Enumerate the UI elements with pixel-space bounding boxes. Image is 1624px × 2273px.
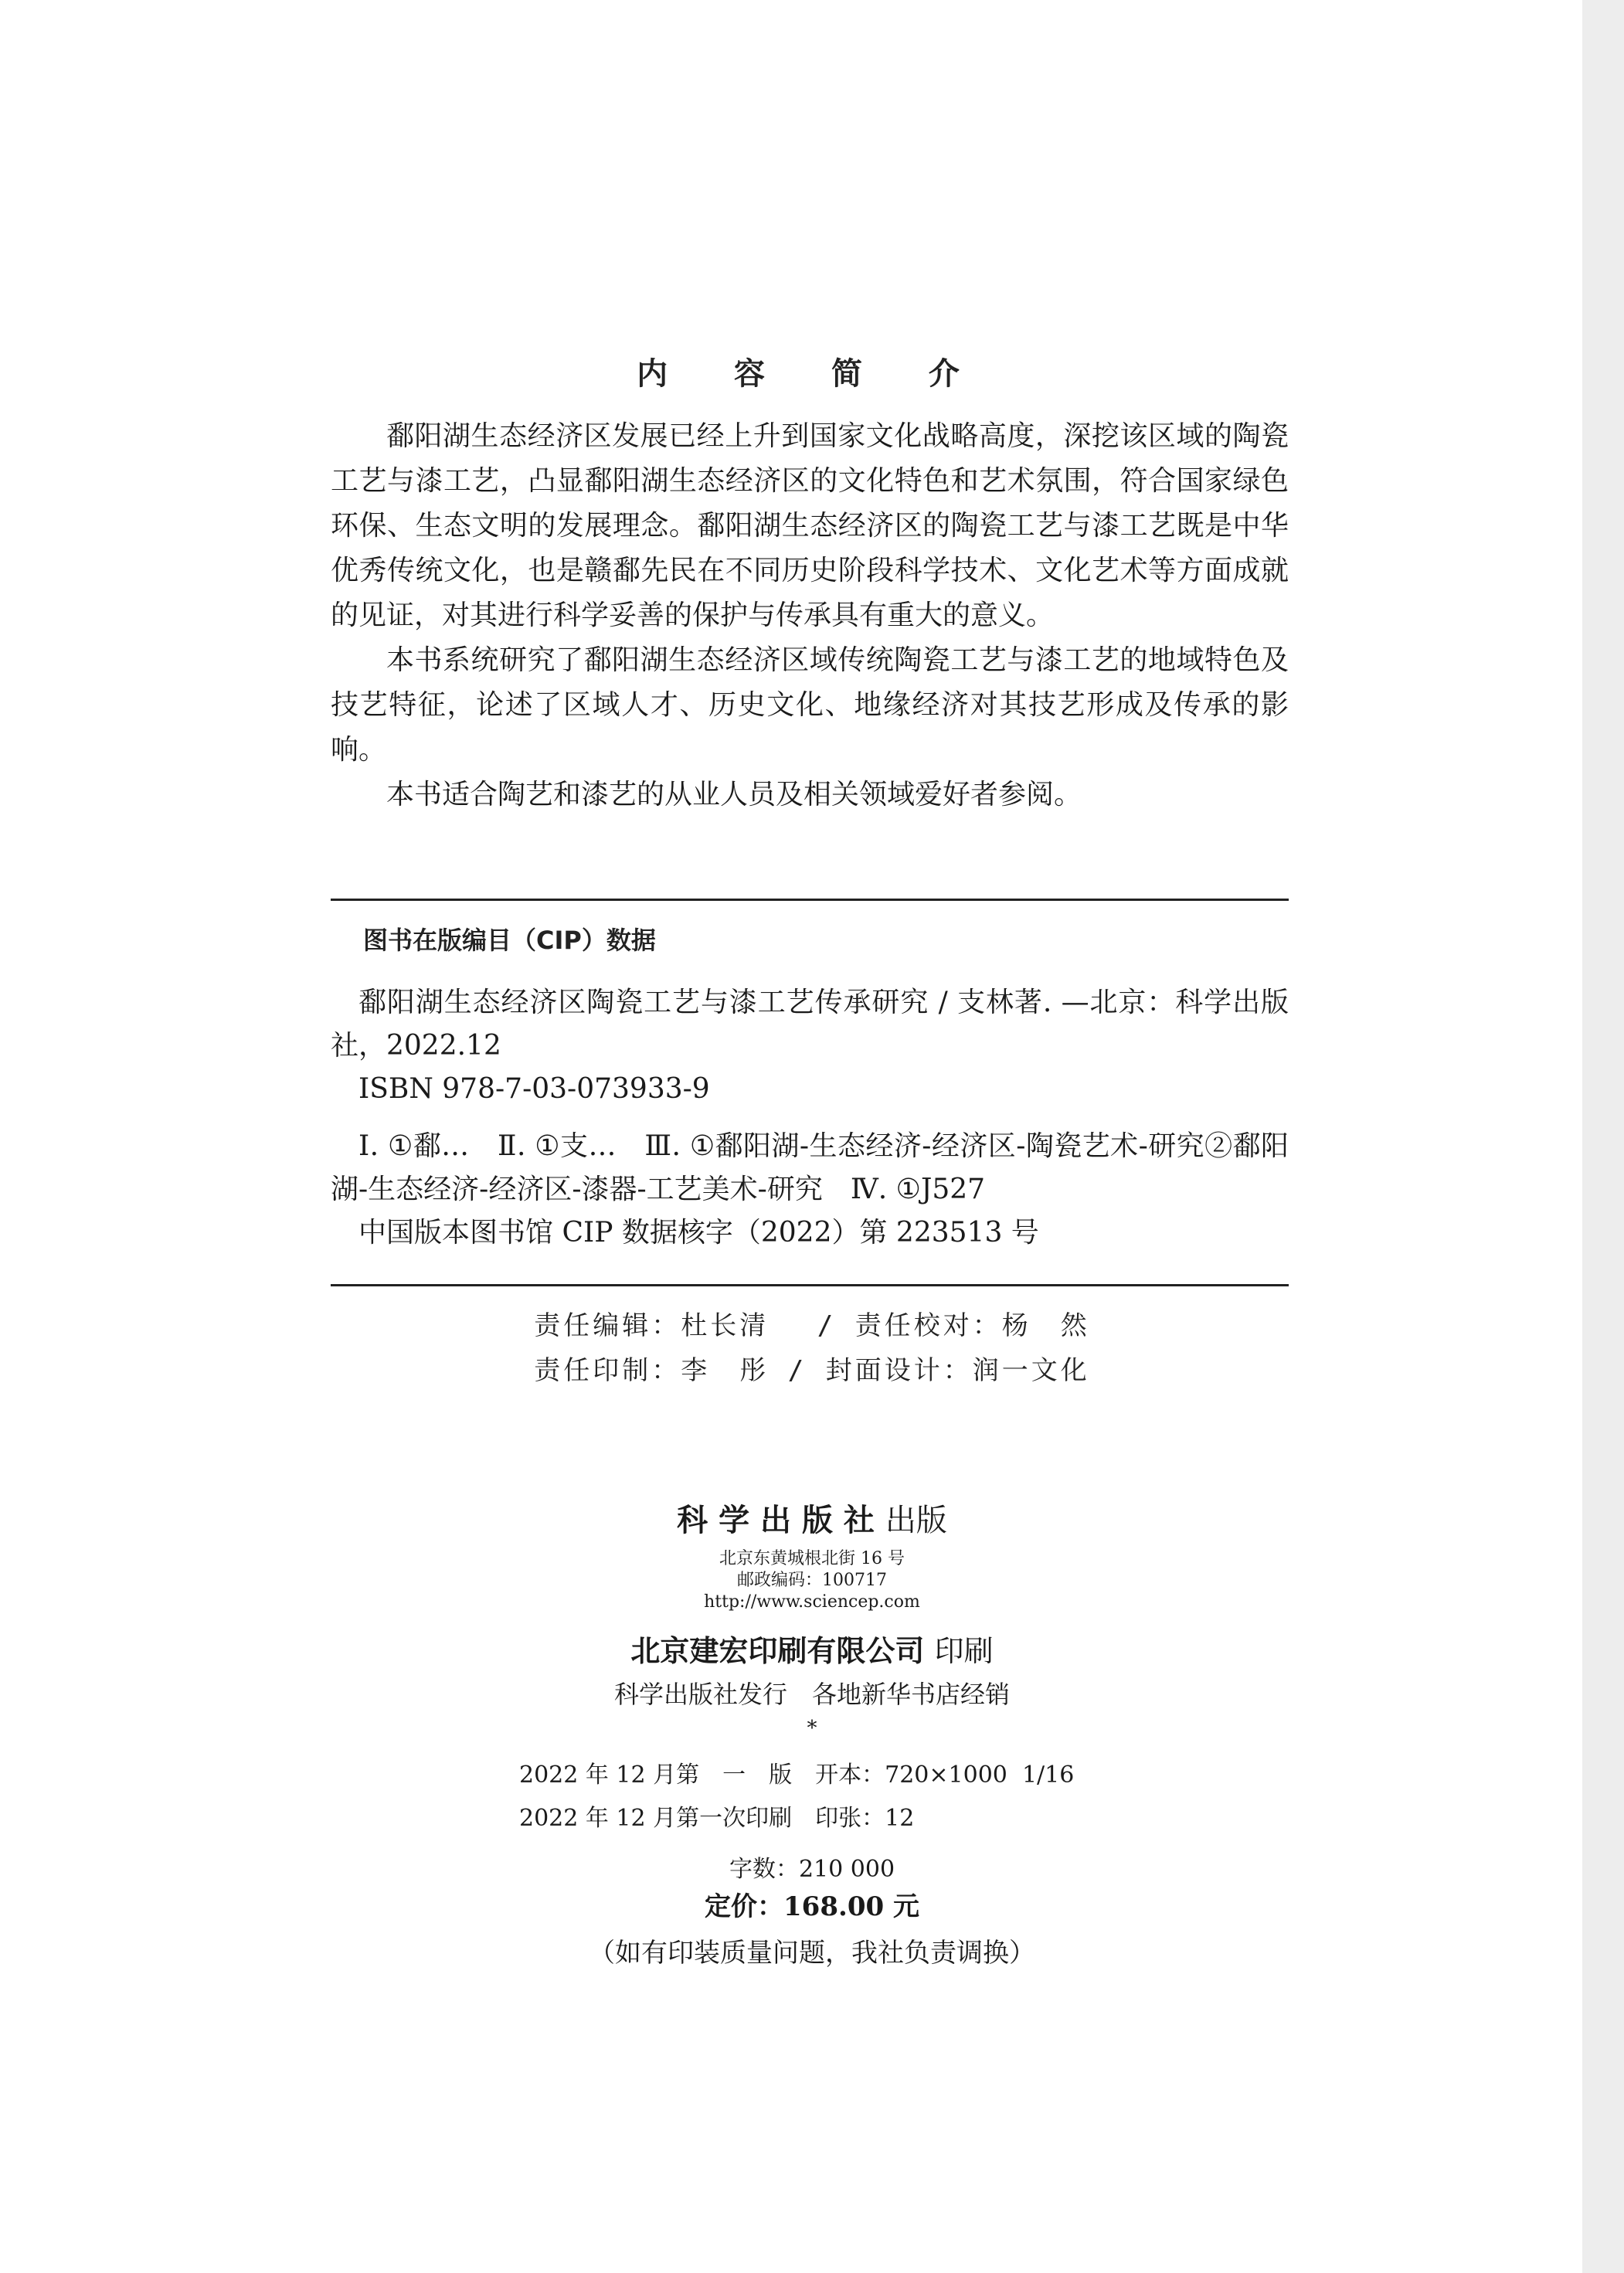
cip-entry: 鄱阳湖生态经济区陶瓷工艺与漆工艺传承研究 / 支林著. —北京：科学出版社，2022.12 xyxy=(331,987,1289,1062)
publisher-url: http://www.sciencep.com xyxy=(704,1592,920,1612)
publisher-postcode: 邮政编码：100717 xyxy=(737,1571,887,1590)
intro-paragraph: 本书系统研究了鄱阳湖生态经济区域传统陶瓷工艺与漆工艺的地域特色及技艺特征，论述了区域人才、历史文化、地缘经济对其技艺形成及传承的影响。 xyxy=(331,644,1289,766)
printer-line xyxy=(0,1627,1624,1670)
distribution-line: 科学出版社发行 各地新华书店经销 xyxy=(613,1680,1010,1709)
printer-suffix: 印刷 xyxy=(934,1634,994,1668)
edition-line-1: 2022 年 12 月第 一 版 开本：720×1000 1/16 xyxy=(519,1762,1075,1789)
cip-heading: 图书在版编目（CIP）数据 xyxy=(363,926,656,955)
word-count: 字数：210 000 xyxy=(729,1856,895,1883)
quality-note: （如有印装质量问题，我社负责调换） xyxy=(589,1938,1035,1969)
cip-classification: Ⅰ. ①鄱… Ⅱ. ①支… Ⅲ. ①鄱阳湖-生态经济-经济区-陶瓷艺术-研究②鄱阳湖-生态经济-经济区-漆器-工艺美术-研究 Ⅳ. ①J527 xyxy=(331,1130,1289,1205)
cip-body xyxy=(331,981,1289,1255)
intro-title: 内 容 简 介 xyxy=(637,356,987,392)
separator-star: * xyxy=(807,1717,817,1740)
cip-bottom-rule xyxy=(331,1284,1289,1286)
printer-name: 北京建宏印刷有限公司 xyxy=(630,1633,925,1668)
edition-line-2: 2022 年 12 月第一次印刷 印张：12 xyxy=(519,1805,915,1832)
price: 定价：168.00 元 xyxy=(705,1891,919,1922)
publisher-suffix: 出版 xyxy=(885,1503,947,1538)
credits-line-production: 责任印制：李 彤 / 封面设计：润一文化 xyxy=(534,1355,1090,1386)
intro-paragraph: 鄱阳湖生态经济区发展已经上升到国家文化战略高度，深挖该区域的陶瓷工艺与漆工艺，凸显鄱阳湖生态经济区的文化特色和艺术氛围，符合国家绿色环保、生态文明的发展理念。鄱阳湖生态经济区的陶瓷工艺与漆工艺既是中华优秀传统文化，也是赣鄱先民在不同历史阶段科学技术、文化艺术等方面成就的见证，对其进行科学妥善的保护与传承具有重大的意义。 xyxy=(331,420,1289,631)
publisher-line xyxy=(0,1496,1624,1540)
cip-isbn: ISBN 978-7-03-073933-9 xyxy=(358,1073,710,1105)
cip-verification: 中国版本图书馆 CIP 数据核字（2022）第 223513 号 xyxy=(358,1217,1039,1249)
intro-body xyxy=(331,414,1289,817)
cip-top-rule xyxy=(331,899,1289,901)
publisher-address: 北京东黄城根北街 16 号 xyxy=(719,1549,905,1568)
credits-line-editors: 责任编辑：杜长清 / 责任校对：杨 然 xyxy=(534,1310,1090,1341)
publisher-name: 科 学 出 版 社 xyxy=(677,1502,875,1538)
intro-paragraph: 本书适合陶艺和漆艺的从业人员及相关领域爱好者参阅。 xyxy=(386,779,1082,810)
